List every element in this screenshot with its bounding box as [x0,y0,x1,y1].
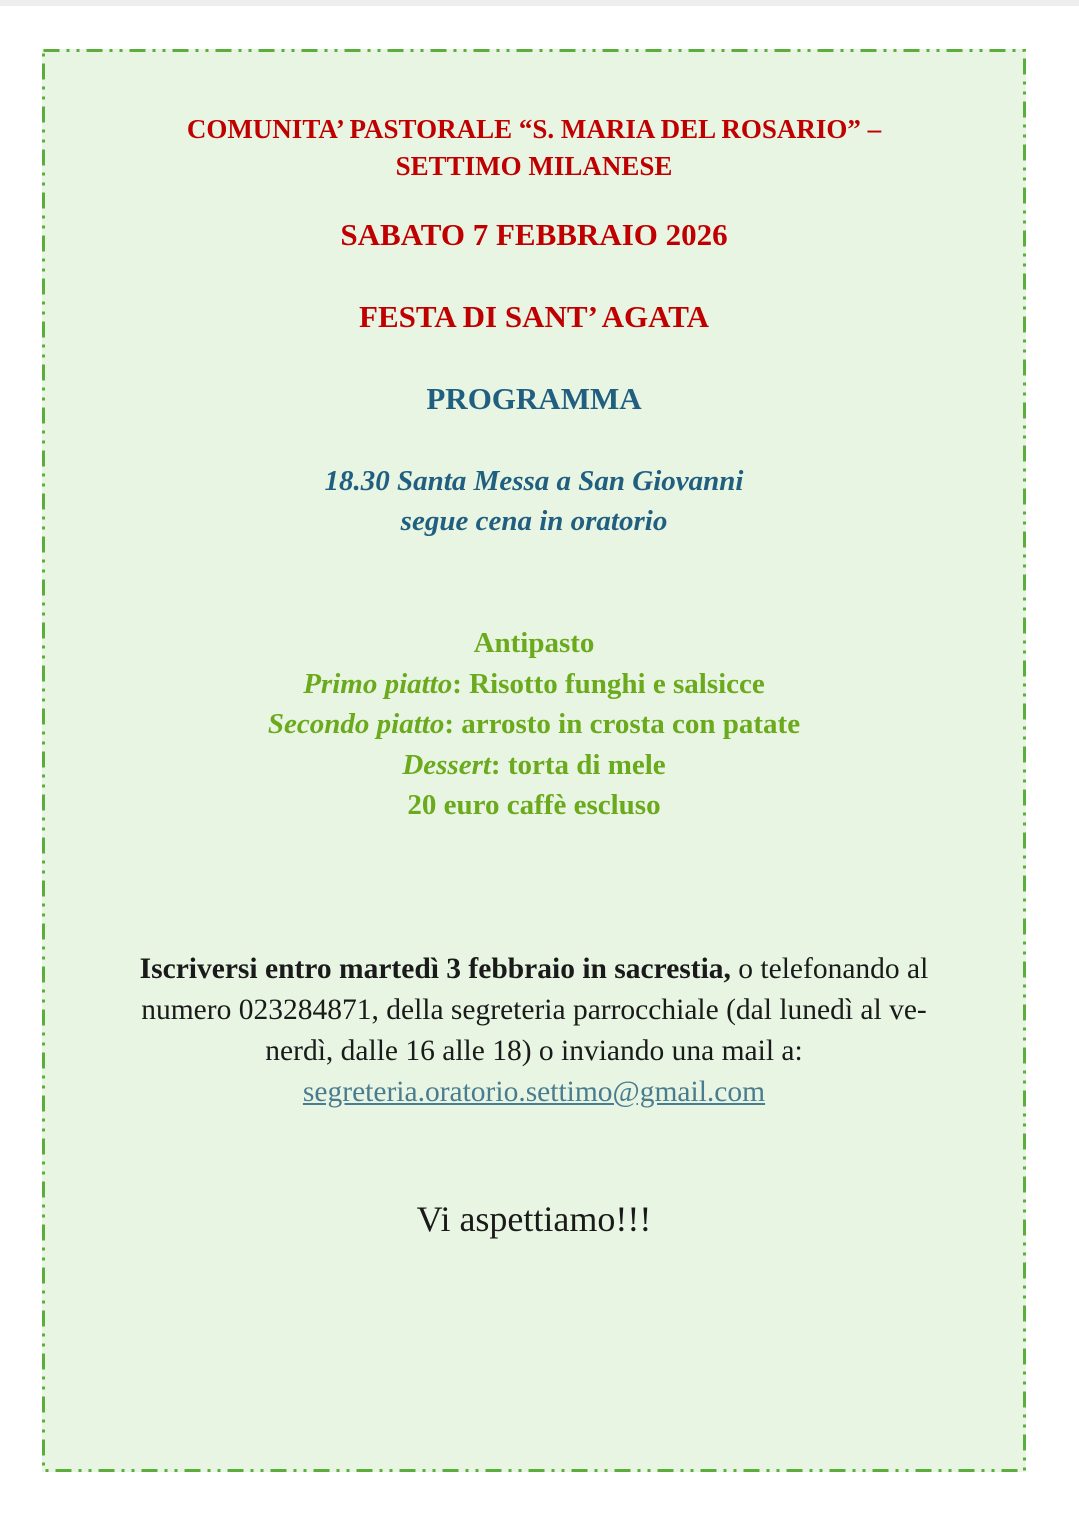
menu-dessert-label: Dessert [402,748,491,781]
menu-primo [42,664,1026,705]
org-heading [42,111,1026,185]
menu-antipasto: Antipasto [473,627,595,659]
event-title: FESTA DI SANT’ AGATA [359,299,709,334]
menu-dessert-value: : torta di mele [490,748,666,781]
schedule-mass: 18.30 Santa Messa a San Giovanni [324,465,744,497]
menu-secondo-value: : arrosto in crosta con patate [444,708,801,740]
menu-primo-value: : Risotto funghi e salsicce [452,667,765,700]
menu-secondo-label: Secondo piatto [267,708,445,740]
schedule-dinner: segue cena in oratorio [400,505,668,537]
registration-phone-intro: o telefonando al [730,953,929,985]
event-date: SABATO 7 FEBBRAIO 2026 [340,217,728,252]
closing-greeting: Vi aspettiamo!!! [416,1199,652,1239]
registration-line-3: nerdì, dalle 16 alle 18) o inviando una mail a: [265,1035,803,1067]
menu-primo-label: Primo piatto [303,667,453,700]
email-link[interactable]: segreteria.oratorio.settimo@gmail.com [302,1076,766,1108]
schedule [42,461,1026,541]
org-line-1: COMUNITA’ PASTORALE “S. MARIA DEL ROSARIO” – [186,114,882,144]
programma-heading: PROGRAMMA [426,381,642,416]
registration-info [54,949,1014,1113]
menu-dessert [42,745,1026,786]
registration-line-1 [54,949,1014,990]
menu-price: 20 euro caffè escluso [407,789,661,821]
org-line-2: SETTIMO MILANESE [395,151,673,181]
flyer-frame [42,49,1026,1472]
registration-deadline: Iscriversi entro martedì 3 febbraio in sacrestia, [139,953,731,985]
menu-secondo [42,704,1026,745]
top-strip [0,0,1079,6]
menu [42,623,1026,826]
registration-line-2: numero 023284871, della segreteria parrocchiale (dal lunedì al ve- [141,994,927,1026]
